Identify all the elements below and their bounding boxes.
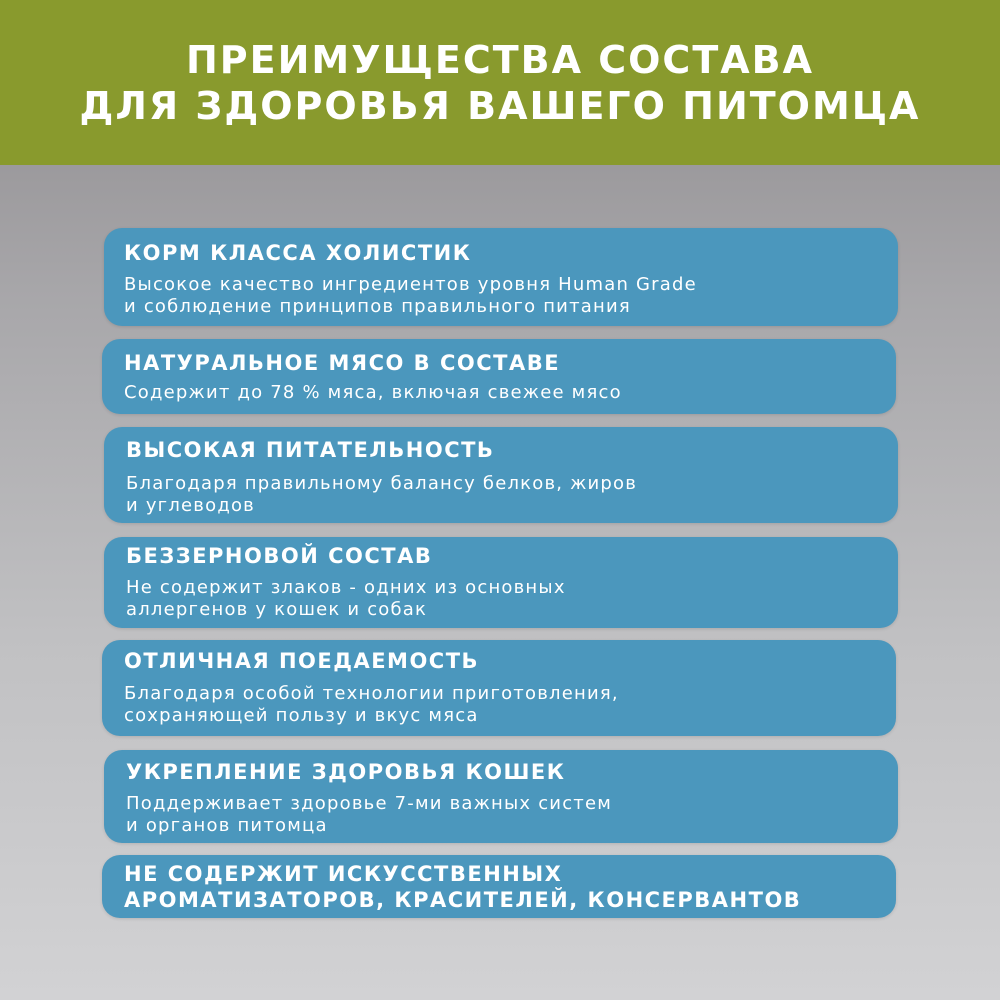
benefit-card-high-nutrition xyxy=(104,427,898,523)
benefit-description-line-1: Поддерживает здоровье 7-ми важных систем xyxy=(126,793,613,814)
benefit-card-cat-health xyxy=(104,750,898,843)
benefit-card-no-artificial-additives xyxy=(102,855,896,918)
benefit-description xyxy=(126,577,566,621)
benefit-card-holistic xyxy=(104,228,898,326)
benefit-card-grain-free xyxy=(104,537,898,628)
benefit-card-palatability xyxy=(102,640,896,736)
benefit-description-line-1: Не содержит злаков - одних из основных xyxy=(126,577,566,598)
benefit-title-line-2: АРОМАТИЗАТОРОВ, КРАСИТЕЛЕЙ, КОНСЕРВАНТОВ xyxy=(124,888,802,912)
benefit-title: ОТЛИЧНАЯ ПОЕДАЕМОСТЬ xyxy=(124,649,480,673)
header-banner xyxy=(0,0,1000,165)
header-title-line-1: ПРЕИМУЩЕСТВА СОСТАВА xyxy=(185,37,815,82)
benefit-description xyxy=(124,683,619,727)
benefit-description-line-1: Содержит до 78 % мяса, включая свежее мясо xyxy=(124,382,622,403)
benefit-description-line-1: Благодаря особой технологии приготовления, xyxy=(124,683,619,704)
benefit-description-line-2: и углеводов xyxy=(126,495,255,516)
benefit-title: ВЫСОКАЯ ПИТАТЕЛЬНОСТЬ xyxy=(126,438,495,462)
benefit-title-line-1: НЕ СОДЕРЖИТ ИСКУССТВЕННЫХ xyxy=(124,862,563,886)
benefit-description-line-2: аллергенов у кошек и собак xyxy=(126,599,428,620)
benefit-card-natural-meat xyxy=(102,339,896,414)
benefit-description xyxy=(124,274,697,318)
benefit-title: УКРЕПЛЕНИЕ ЗДОРОВЬЯ КОШЕК xyxy=(126,760,566,784)
benefit-description xyxy=(124,382,622,404)
benefit-description-line-2: и соблюдение принципов правильного питания xyxy=(124,296,631,317)
benefit-title: БЕЗЗЕРНОВОЙ СОСТАВ xyxy=(126,544,433,568)
benefit-description-line-2: и органов питомца xyxy=(126,815,328,836)
header-title-line-2: ДЛЯ ЗДОРОВЬЯ ВАШЕГО ПИТОМЦА xyxy=(79,83,921,128)
benefit-description xyxy=(126,473,637,517)
benefit-title: НАТУРАЛЬНОЕ МЯСО В СОСТАВЕ xyxy=(124,351,561,375)
benefit-description xyxy=(126,793,612,837)
benefit-description-line-1: Благодаря правильному балансу белков, жиров xyxy=(126,473,638,494)
benefit-description-line-1: Высокое качество ингредиентов уровня Human Grade xyxy=(124,274,697,295)
benefit-title xyxy=(124,861,801,913)
benefit-title: КОРМ КЛАССА ХОЛИСТИК xyxy=(124,241,472,265)
benefit-description-line-2: сохраняющей пользу и вкус мяса xyxy=(124,705,479,726)
